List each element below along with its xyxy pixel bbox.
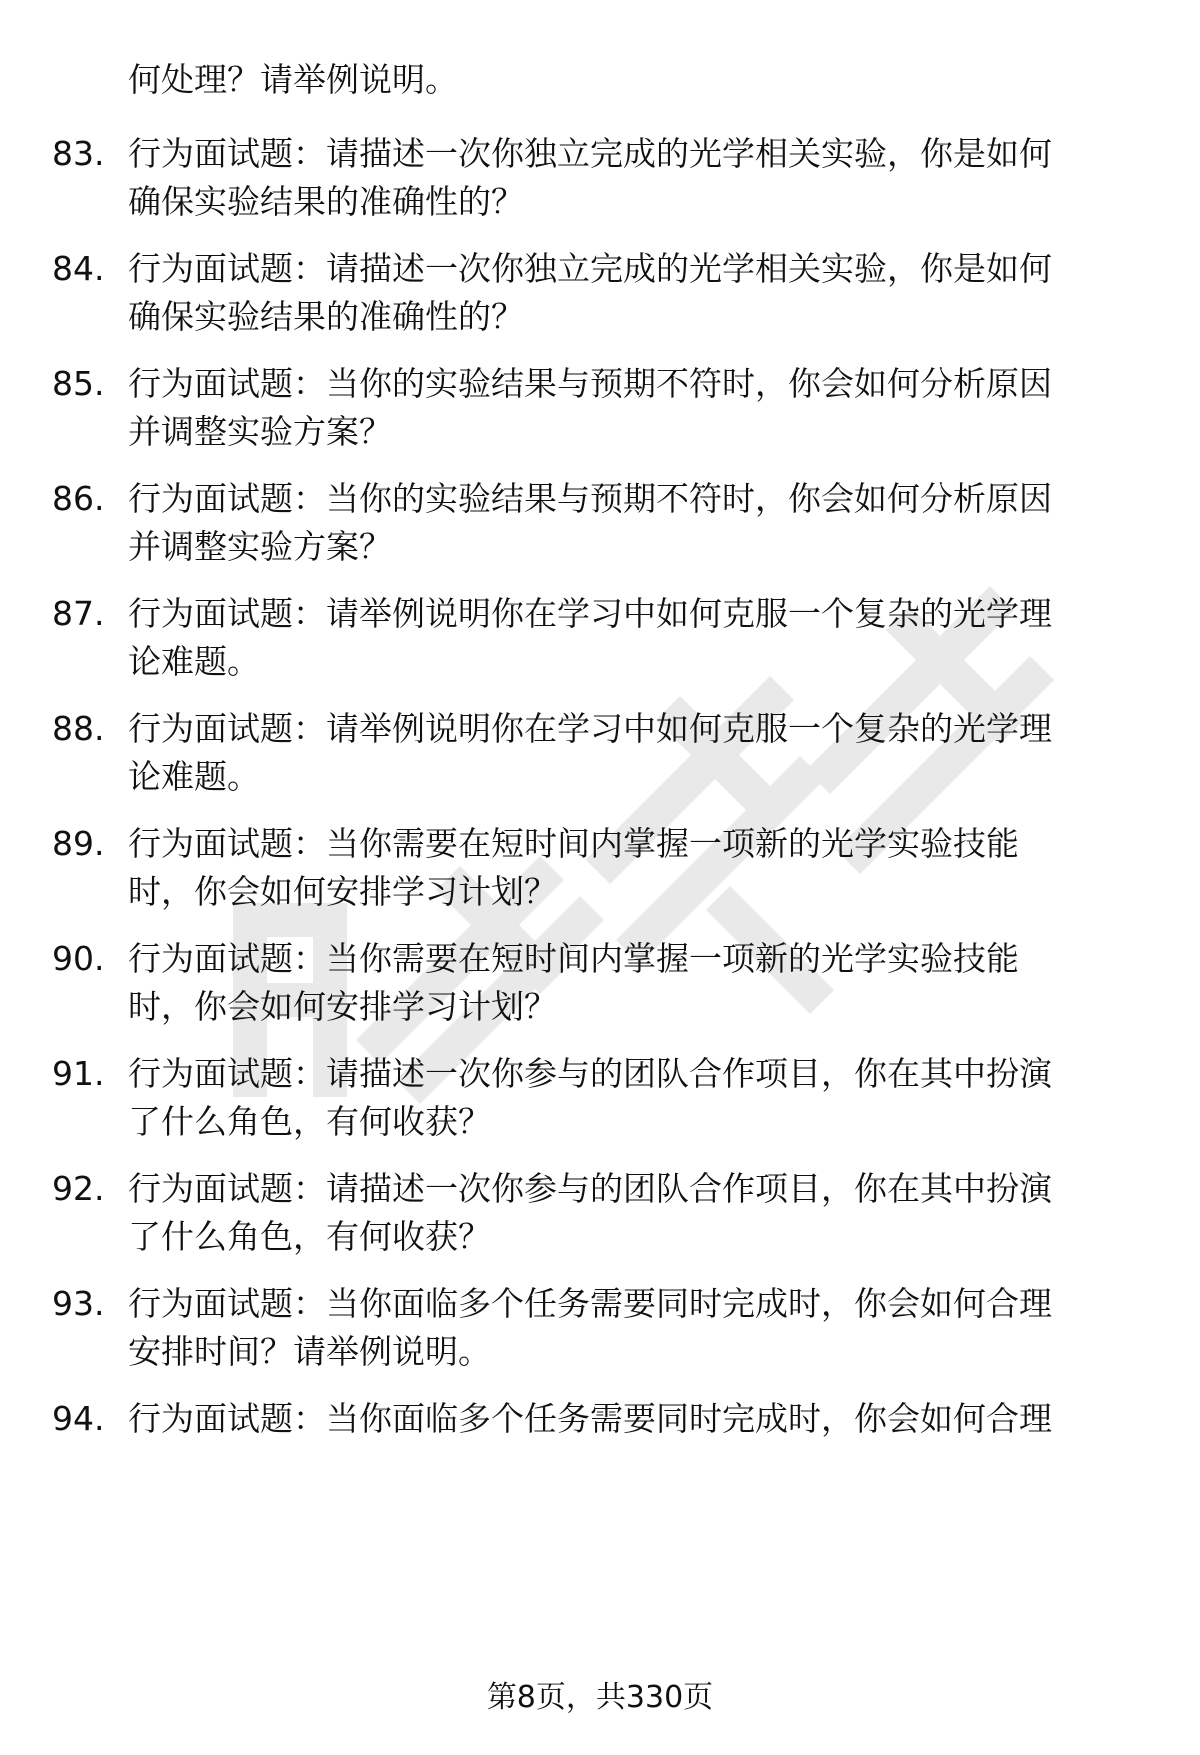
question-number: 85. [52,364,105,403]
question-number: 92. [52,1169,105,1208]
question-text-line: 了什么角色，有何收获？ [128,1102,491,1141]
question-text-line: 行为面试题：请描述一次你参与的团队合作项目，你在其中扮演 [128,1169,1052,1208]
question-text-line: 了什么角色，有何收获？ [128,1217,491,1256]
question-text-line: 行为面试题：当你需要在短时间内掌握一项新的光学实验技能 [128,939,1019,978]
question-text-line: 安排时间？请举例说明。 [128,1332,491,1371]
question-number: 84. [52,249,105,288]
question-number: 89. [52,824,105,863]
question-text-line: 行为面试题：当你需要在短时间内掌握一项新的光学实验技能 [128,824,1019,863]
question-text-line: 行为面试题：当你的实验结果与预期不符时，你会如何分析原因 [128,479,1052,518]
question-text-line: 行为面试题：请举例说明你在学习中如何克服一个复杂的光学理 [128,594,1052,633]
question-text-line: 行为面试题：请描述一次你独立完成的光学相关实验，你是如何 [128,134,1052,173]
question-text-line: 论难题。 [128,757,260,796]
page-footer: 第8页，共330页 [486,1680,714,1715]
continuation-text: 何处理？请举例说明。 [128,60,458,99]
question-number: 88. [52,709,105,748]
question-text-line: 并调整实验方案？ [128,412,392,451]
question-text-line: 时，你会如何安排学习计划？ [128,987,557,1026]
question-number: 91. [52,1054,105,1093]
question-number: 93. [52,1284,105,1323]
question-text-line: 行为面试题：当你面临多个任务需要同时完成时，你会如何合理 [128,1399,1052,1438]
question-number: 87. [52,594,105,633]
question-text-line: 行为面试题：当你面临多个任务需要同时完成时，你会如何合理 [128,1284,1052,1323]
question-text-line: 并调整实验方案？ [128,527,392,566]
question-number: 83. [52,134,105,173]
question-text-line: 行为面试题：请描述一次你参与的团队合作项目，你在其中扮演 [128,1054,1052,1093]
question-text-line: 确保实验结果的准确性的？ [128,297,524,336]
question-number: 86. [52,479,105,518]
question-text-line: 行为面试题：当你的实验结果与预期不符时，你会如何分析原因 [128,364,1052,403]
question-text-line: 时，你会如何安排学习计划？ [128,872,557,911]
question-text-line: 论难题。 [128,642,260,681]
question-number: 94. [52,1399,105,1438]
question-text-line: 确保实验结果的准确性的？ [128,182,524,221]
question-text-line: 行为面试题：请举例说明你在学习中如何克服一个复杂的光学理 [128,709,1052,748]
question-text-line: 行为面试题：请描述一次你独立完成的光学相关实验，你是如何 [128,249,1052,288]
question-number: 90. [52,939,105,978]
